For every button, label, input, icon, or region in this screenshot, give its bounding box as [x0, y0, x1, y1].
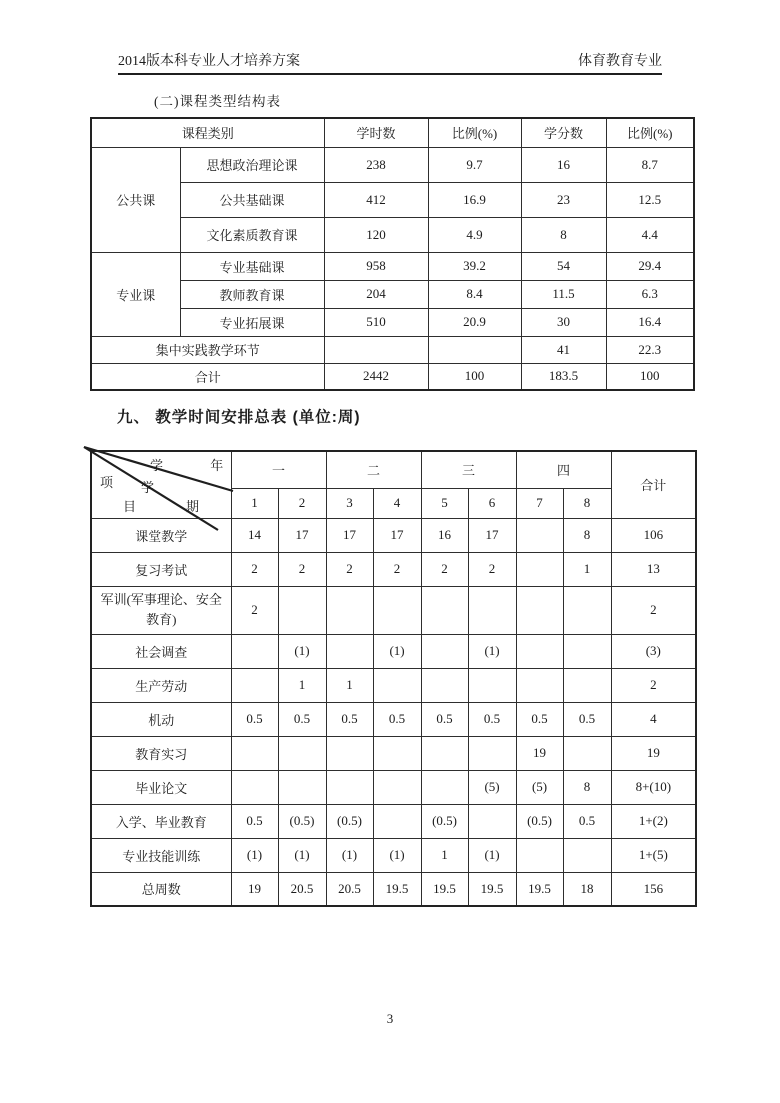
header-credits: 学分数: [521, 118, 606, 147]
schedule-cell: 2: [231, 552, 278, 586]
schedule-row-total: 2: [611, 586, 696, 634]
schedule-cell: 20.5: [278, 872, 326, 906]
schedule-cell: 0.5: [326, 702, 373, 736]
schedule-cell: 2: [373, 552, 421, 586]
table1-header-row: [91, 118, 694, 147]
schedule-row-label: 教育实习: [91, 736, 231, 770]
schedule-row-total: 19: [611, 736, 696, 770]
semester-header: 1: [231, 488, 278, 518]
schedule-cell: 19: [516, 736, 563, 770]
schedule-cell: [231, 770, 278, 804]
schedule-total-header: 合计: [611, 451, 696, 518]
schedule-row-label: 课堂教学: [91, 518, 231, 552]
schedule-cell: [421, 736, 468, 770]
table-row: [91, 336, 694, 363]
course-credits: 23: [521, 182, 606, 217]
schedule-cell: [421, 770, 468, 804]
year-header: 四: [516, 451, 611, 488]
schedule-cell: [563, 736, 611, 770]
table-row: [91, 252, 694, 280]
schedule-cell: (1): [373, 634, 421, 668]
schedule-cell: 19.5: [516, 872, 563, 906]
schedule-cell: (0.5): [421, 804, 468, 838]
course-hours-pct: 9.7: [428, 147, 521, 182]
page-number: 3: [386, 1011, 394, 1026]
schedule-cell: 0.5: [563, 702, 611, 736]
schedule-cell: 1: [278, 668, 326, 702]
schedule-cell: 2: [468, 552, 516, 586]
schedule-row-total: (3): [611, 634, 696, 668]
schedule-cell: 0.5: [563, 804, 611, 838]
schedule-row-total: 13: [611, 552, 696, 586]
schedule-cell: [373, 586, 421, 634]
course-hours: 958: [324, 252, 428, 280]
schedule-cell: [516, 586, 563, 634]
schedule-row-total: 1+(2): [611, 804, 696, 838]
schedule-cell: [231, 668, 278, 702]
corner-label-sem-bottom: 期: [186, 499, 200, 514]
header-left-text: 2014版本科专业人才培养方案: [118, 54, 300, 69]
schedule-cell: [373, 804, 421, 838]
running-header: [118, 50, 662, 75]
schedule-cell: [278, 736, 326, 770]
practice-credits-pct: 22.3: [606, 336, 694, 363]
schedule-cell: (0.5): [278, 804, 326, 838]
total-credits-pct: 100: [606, 363, 694, 390]
schedule-cell: [326, 770, 373, 804]
header-category: 课程类别: [91, 118, 324, 147]
schedule-row-total: 4: [611, 702, 696, 736]
course-credits-pct: 16.4: [606, 308, 694, 336]
schedule-row: [91, 702, 696, 736]
schedule-cell: [421, 634, 468, 668]
schedule-cell: (1): [326, 838, 373, 872]
table-row: [91, 280, 694, 308]
table-row: [91, 217, 694, 252]
course-hours: 510: [324, 308, 428, 336]
course-hours-pct: 20.9: [428, 308, 521, 336]
schedule-cell: [326, 586, 373, 634]
corner-label-item-bottom: 目: [123, 499, 137, 514]
practice-label: 集中实践教学环节: [91, 336, 324, 363]
schedule-cell: 0.5: [373, 702, 421, 736]
semester-header: 4: [373, 488, 421, 518]
semester-header: 8: [563, 488, 611, 518]
course-credits-pct: 8.7: [606, 147, 694, 182]
corner-label-year: 学 年: [150, 458, 246, 473]
schedule-row: [91, 552, 696, 586]
schedule-row: [91, 838, 696, 872]
course-hours-pct: 39.2: [428, 252, 521, 280]
course-credits: 30: [521, 308, 606, 336]
schedule-cell: 0.5: [231, 702, 278, 736]
schedule-cell: [563, 668, 611, 702]
schedule-cell: 19.5: [373, 872, 421, 906]
teaching-schedule-table: [90, 450, 697, 907]
schedule-row-label: 复习考试: [91, 552, 231, 586]
corner-label-sem-top: 学: [141, 480, 155, 495]
semester-header: 5: [421, 488, 468, 518]
course-hours: 412: [324, 182, 428, 217]
schedule-row: [91, 518, 696, 552]
schedule-row-label: 毕业论文: [91, 770, 231, 804]
course-credits-pct: 4.4: [606, 217, 694, 252]
schedule-cell: (1): [231, 838, 278, 872]
schedule-cell: (1): [278, 838, 326, 872]
schedule-cell: [516, 838, 563, 872]
schedule-cell: 1: [563, 552, 611, 586]
schedule-row: [91, 736, 696, 770]
course-credits: 8: [521, 217, 606, 252]
course-hours: 120: [324, 217, 428, 252]
course-hours-pct: 16.9: [428, 182, 521, 217]
schedule-cell: [516, 552, 563, 586]
year-header: 三: [421, 451, 516, 488]
course-credits-pct: 6.3: [606, 280, 694, 308]
course-name: 公共基础课: [180, 182, 324, 217]
group-major-courses: 专业课: [91, 252, 180, 336]
schedule-cell: 0.5: [516, 702, 563, 736]
schedule-cell: 0.5: [421, 702, 468, 736]
schedule-cell: 17: [326, 518, 373, 552]
course-hours-pct: 4.9: [428, 217, 521, 252]
schedule-cell: [373, 736, 421, 770]
schedule-cell: 1: [421, 838, 468, 872]
schedule-cell: 19: [231, 872, 278, 906]
schedule-cell: [516, 668, 563, 702]
schedule-cell: [468, 804, 516, 838]
practice-hours-pct: [428, 336, 521, 363]
schedule-row-total: 8+(10): [611, 770, 696, 804]
total-label: 合计: [91, 363, 324, 390]
schedule-row: [91, 872, 696, 906]
schedule-cell: [468, 736, 516, 770]
schedule-cell: [421, 668, 468, 702]
schedule-cell: 1: [326, 668, 373, 702]
schedule-cell: 8: [563, 518, 611, 552]
schedule-row-label: 入学、毕业教育: [91, 804, 231, 838]
semester-header: 6: [468, 488, 516, 518]
course-name: 文化素质教育课: [180, 217, 324, 252]
schedule-row-label: 生产劳动: [91, 668, 231, 702]
course-structure-table: [90, 117, 695, 391]
schedule-row-total: 1+(5): [611, 838, 696, 872]
course-name: 教师教育课: [180, 280, 324, 308]
section-heading: 九、 教学时间安排总表 (单位:周): [117, 409, 361, 426]
group-public-courses: 公共课: [91, 147, 180, 252]
schedule-row: [91, 668, 696, 702]
schedule-cell: [231, 736, 278, 770]
schedule-row: [91, 634, 696, 668]
course-credits-pct: 12.5: [606, 182, 694, 217]
table-row: [91, 147, 694, 182]
schedule-row-label: 社会调查: [91, 634, 231, 668]
schedule-cell: 2: [231, 586, 278, 634]
year-header: 一: [231, 451, 326, 488]
schedule-cell: 2: [278, 552, 326, 586]
schedule-row-label: 总周数: [91, 872, 231, 906]
course-name: 专业拓展课: [180, 308, 324, 336]
schedule-cell: 0.5: [468, 702, 516, 736]
schedule-cell: [563, 838, 611, 872]
schedule-cell: 8: [563, 770, 611, 804]
schedule-cell: (0.5): [326, 804, 373, 838]
schedule-cell: 2: [326, 552, 373, 586]
semester-header: 3: [326, 488, 373, 518]
table2-year-header-row: [91, 451, 696, 488]
schedule-cell: 0.5: [231, 804, 278, 838]
schedule-cell: [278, 586, 326, 634]
table-row: [91, 363, 694, 390]
schedule-cell: 19.5: [421, 872, 468, 906]
schedule-cell: [373, 770, 421, 804]
schedule-cell: [326, 634, 373, 668]
semester-header: 2: [278, 488, 326, 518]
practice-hours: [324, 336, 428, 363]
table-row: [91, 182, 694, 217]
course-credits: 16: [521, 147, 606, 182]
course-credits: 54: [521, 252, 606, 280]
course-hours-pct: 8.4: [428, 280, 521, 308]
table-row: [91, 308, 694, 336]
year-header: 二: [326, 451, 421, 488]
schedule-cell: 17: [278, 518, 326, 552]
schedule-cell: [563, 586, 611, 634]
schedule-cell: 0.5: [278, 702, 326, 736]
schedule-cell: 17: [468, 518, 516, 552]
header-right-text: 体育教育专业: [578, 54, 662, 69]
schedule-cell: [373, 668, 421, 702]
course-hours: 238: [324, 147, 428, 182]
course-name: 专业基础课: [180, 252, 324, 280]
practice-credits: 41: [521, 336, 606, 363]
schedule-cell: [468, 668, 516, 702]
schedule-cell: (1): [278, 634, 326, 668]
total-credits: 183.5: [521, 363, 606, 390]
schedule-cell: 14: [231, 518, 278, 552]
schedule-cell: [231, 634, 278, 668]
schedule-cell: (1): [468, 838, 516, 872]
schedule-cell: (5): [468, 770, 516, 804]
course-credits-pct: 29.4: [606, 252, 694, 280]
schedule-cell: [278, 770, 326, 804]
course-hours: 204: [324, 280, 428, 308]
schedule-cell: [468, 586, 516, 634]
schedule-cell: 17: [373, 518, 421, 552]
schedule-cell: 19.5: [468, 872, 516, 906]
schedule-cell: [563, 634, 611, 668]
header-credits-pct: 比例(%): [606, 118, 694, 147]
schedule-row-total: 2: [611, 668, 696, 702]
schedule-row: [91, 804, 696, 838]
table1-caption: (二)课程类型结构表: [154, 94, 281, 109]
schedule-cell: (1): [373, 838, 421, 872]
course-name: 思想政治理论课: [180, 147, 324, 182]
semester-header: 7: [516, 488, 563, 518]
schedule-body: [91, 518, 696, 906]
schedule-cell: 20.5: [326, 872, 373, 906]
corner-label-item-top: 项: [100, 475, 114, 490]
schedule-cell: (0.5): [516, 804, 563, 838]
header-hours: 学时数: [324, 118, 428, 147]
course-credits: 11.5: [521, 280, 606, 308]
total-hours: 2442: [324, 363, 428, 390]
total-hours-pct: 100: [428, 363, 521, 390]
schedule-row: [91, 770, 696, 804]
schedule-cell: 18: [563, 872, 611, 906]
schedule-cell: (5): [516, 770, 563, 804]
schedule-row-label: 机动: [91, 702, 231, 736]
header-hours-pct: 比例(%): [428, 118, 521, 147]
schedule-row-label: 军训(军事理论、安全教育): [91, 586, 231, 634]
schedule-cell: 16: [421, 518, 468, 552]
schedule-cell: (1): [468, 634, 516, 668]
schedule-cell: [516, 634, 563, 668]
schedule-row: [91, 586, 696, 634]
schedule-cell: 2: [421, 552, 468, 586]
schedule-row-total: 156: [611, 872, 696, 906]
schedule-cell: [421, 586, 468, 634]
diagonal-corner-cell: [91, 451, 246, 518]
schedule-cell: [516, 518, 563, 552]
schedule-row-total: 106: [611, 518, 696, 552]
schedule-cell: [326, 736, 373, 770]
schedule-row-label: 专业技能训练: [91, 838, 231, 872]
